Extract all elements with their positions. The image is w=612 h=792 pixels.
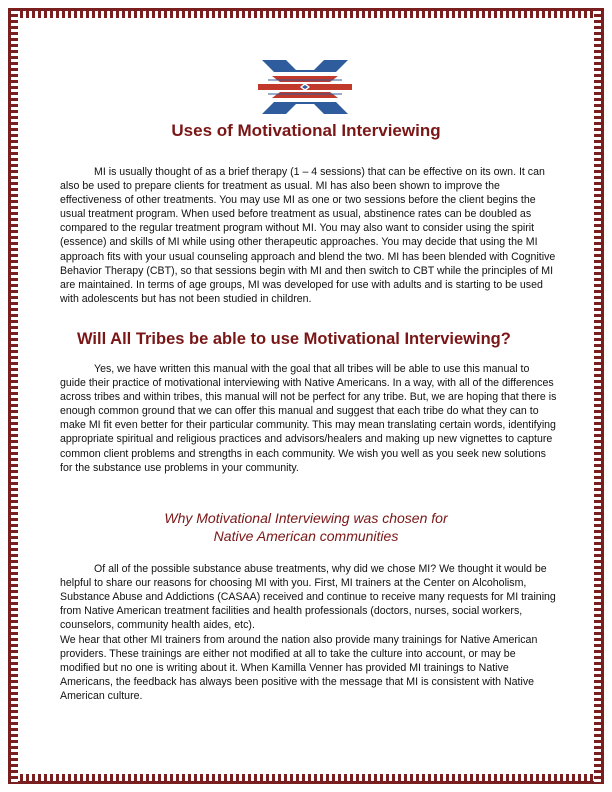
decorative-border-top <box>8 8 604 18</box>
section-heading-uses: Uses of Motivational Interviewing <box>171 121 441 140</box>
paragraph-why-1: Of all of the possible substance abuse treatments, why did we chose MI? We thought it would be helpful to share our reasons for choosing MI with you. First, MI trainers at the Center on Alcoholism, Substance Abuse and Addictions (CASAA) received and continue to receive many requests for MI training from Native American treatment facilities and health professionals (doctors, nurses, social workers, counselors, community health aides, etc). <box>60 563 556 632</box>
decorative-border-bottom <box>8 774 604 784</box>
section-heading-why-line2: Native American communities <box>213 528 399 544</box>
section-heading-why <box>0 509 612 545</box>
native-diamond-pattern-icon <box>258 58 352 116</box>
section-heading-tribes: Will All Tribes be able to use Motivational Interviewing? <box>77 330 511 348</box>
paragraph-why-2: We hear that other MI trainers from around the nation also provide many trainings for Native American providers. These trainings are either not modified at all to take the culture into account, or may be modified but no one is writing about it. When Kamilla Venner has provided MI trainings to Native Americans, the feedback has always been positive with the message that MI is consistent with Native American culture. <box>60 634 538 703</box>
paragraph-tribes: Yes, we have written this manual with the goal that all tribes will be able to use this manual to guide their practice of motivational interviewing with Native Americans. In a way, with all of the differences across tribes and within tribes, this manual will not be perfect for any tribe. But, we are hoping that there is enough common ground that we can offer this manual and suggest that each tribe do what they can to make MI fit even better for their particular community. This may mean translating certain words, identifying appropriate spiritual and religious practices and advisors/healers and making up new vignettes to capture common client problems and strengths in each community. We wish you well as you seek new solutions for the substance use problems in your community. <box>60 363 557 474</box>
paragraph-uses: MI is usually thought of as a brief therapy (1 – 4 sessions) that can be effective on its own. It can also be used to prepare clients for treatment as usual. MI has also been shown to improve the effectiveness of other treatments. You may use MI as one or two sessions before the client begins the usual treatment program. When used before treatment as usual, abstinence rates can be doubled as compared to the regular treatment program without MI. You may also want to consider using the spirit (essence) and skills of MI while using other therapeutic approaches. You may decide that using the MI approach fits with your usual counseling approach and blend the two. MI has been blended with Cognitive Behavior Therapy (CBT), so that sessions begin with MI and then switch to CBT while the principles of MI are maintained. In terms of age groups, MI was developed for use with adults and is starting to be used with adolescents but has not been studied in children. <box>60 166 556 305</box>
section-heading-why-line1: Why Motivational Interviewing was chosen for <box>164 510 448 526</box>
